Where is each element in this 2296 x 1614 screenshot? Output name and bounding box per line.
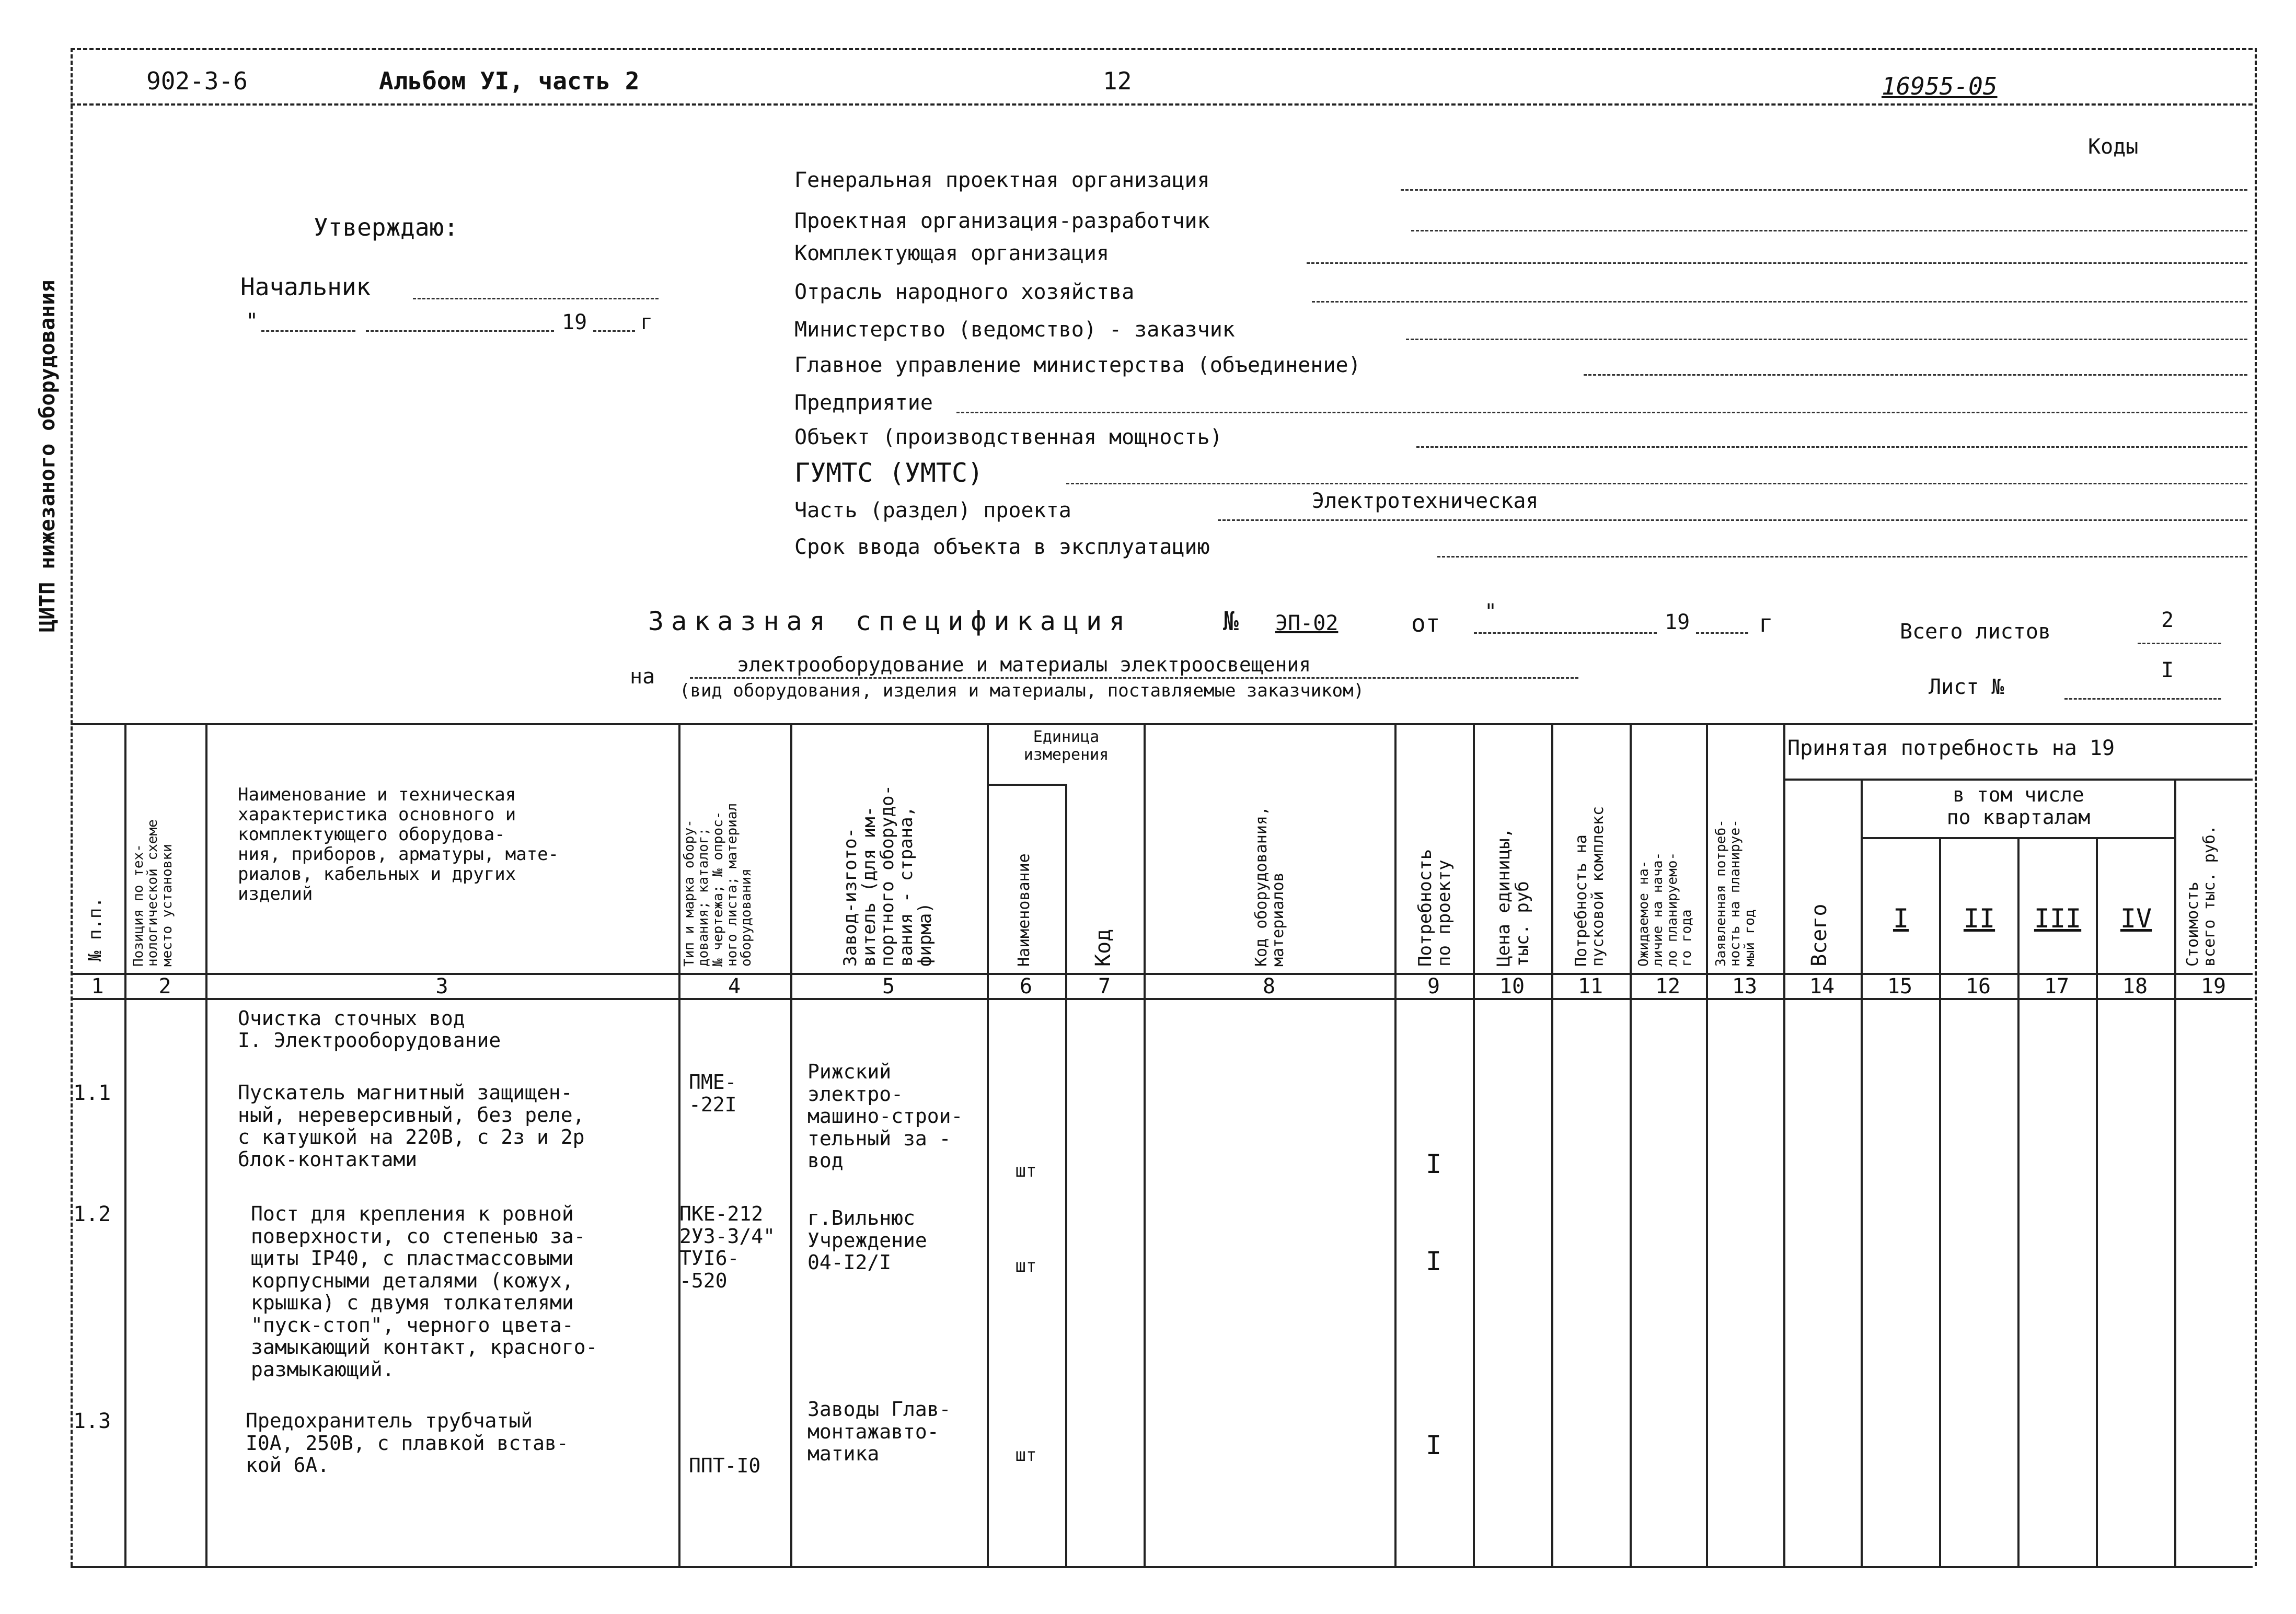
col-number: 14 (1809, 974, 1835, 998)
org-field-line (1307, 262, 2247, 264)
album-label: Альбом УI, часть 2 (379, 67, 640, 95)
col-number: 8 (1262, 974, 1276, 998)
col-header-num: № п.п. (85, 897, 106, 961)
row-description: Пост для крепления к ровной поверхности, со степенью за- щиты IР40, с пластмассовыми корпусными деталями (кожух, крышка) с двумя толкателями "пуск-стоп", черного цвета- замыкающий контакт, красного- размыкающий. (251, 1202, 598, 1381)
day-line (261, 330, 355, 332)
spec-subject: электрооборудование и материалы электроосвещения (737, 653, 1311, 676)
section-subtitle: I. Электрооборудование (238, 1029, 501, 1052)
col-header-q1: I (1893, 903, 1909, 934)
col-number: 7 (1098, 974, 1111, 998)
total-sheets-line (2138, 643, 2221, 644)
col-header-maker: Завод-изгото- витель (для им- портного оборудо- вания - страна, фирма) (840, 785, 936, 967)
col-line (2017, 837, 2020, 1566)
col-number: 18 (2122, 974, 2148, 998)
spec-date-quote: " (1484, 600, 1497, 624)
project-code: 902-3-6 (146, 67, 248, 95)
col-header-quarters-group: в том числе по кварталам (1946, 783, 2091, 829)
spec-number: ЭП-02 (1275, 611, 1339, 635)
col-header-q2: II (1963, 903, 1995, 934)
col-number: 17 (2044, 974, 2070, 998)
row-number: 1.2 (73, 1202, 111, 1226)
spec-subject-line (690, 677, 1578, 679)
col-line (205, 723, 207, 1566)
col-number: 6 (1019, 974, 1033, 998)
row-type: ПКЕ-212 2УЗ-3/4" ТУI6- -520 (679, 1202, 776, 1292)
total-sheets-label: Всего листов (1900, 620, 2051, 644)
col-number: 2 (158, 974, 171, 998)
col-number: 13 (1732, 974, 1758, 998)
row-number: 1.1 (73, 1081, 111, 1105)
col-line (1861, 779, 1863, 1566)
col-line (2174, 779, 2176, 1566)
chief-name-line (413, 298, 659, 299)
accepted-group-line (1783, 779, 2253, 781)
org-field-label: Отрасль народного хозяйства (794, 280, 1135, 304)
org-field-line (1416, 446, 2247, 448)
org-field-line (1401, 189, 2247, 191)
side-stamp: ЦИТП нижезаного оборудования (36, 280, 60, 632)
row-quantity: I (1425, 1246, 1442, 1276)
col-line (1783, 723, 1785, 1566)
org-field-label: Генеральная проектная организация (794, 168, 1210, 192)
col-header-unit-group: Единица измерения (1023, 728, 1109, 764)
org-field-line (1437, 556, 2247, 558)
row-number: 1.3 (73, 1409, 111, 1433)
org-field-label: Срок ввода объекта в эксплуатацию (794, 535, 1210, 559)
row-unit: шт (1015, 1160, 1037, 1181)
col-number: 19 (2200, 974, 2226, 998)
sheet-value: I (2161, 658, 2174, 682)
col-header-cost: Стоимость всего тыс. руб. (2184, 825, 2219, 967)
col-number: 16 (1965, 974, 1991, 998)
approval-chief: Начальник (240, 273, 371, 301)
col-header-declared: Заявленная потреб- ность на планируе- мый год (1713, 819, 1758, 967)
col-header-expected: Ожидаемое на- личие на нача- ло планируемо- го года (1636, 852, 1694, 967)
section-title: Очистка сточных вод (238, 1007, 465, 1030)
col-line (1551, 723, 1553, 1566)
col-header-name: Наименование и техническая характеристика основного и комплектующего оборудова- ния, приборов, арматуры, мате- риалов, кабельных и других изделий (238, 784, 559, 905)
col-header-accepted-group: Принятая потребность на 19 (1787, 736, 2115, 760)
spec-from-label: от (1411, 609, 1440, 637)
row-quantity: I (1425, 1149, 1442, 1179)
spec-number-label: № (1223, 606, 1239, 636)
org-field-label: Министерство (ведомство) - заказчик (794, 318, 1235, 342)
org-field-label: Объект (производственная мощность) (794, 425, 1222, 449)
table-top-line (71, 723, 2253, 725)
col-line (987, 723, 989, 1566)
col-header-q4: IV (2120, 903, 2152, 934)
col-line (1144, 723, 1146, 1566)
frame-top (71, 48, 2253, 50)
header-divider (71, 103, 2253, 106)
col-number: 15 (1887, 974, 1913, 998)
row-unit: шт (1015, 1256, 1037, 1276)
col-header-unit-name: Наименование (1015, 853, 1033, 967)
org-field-line (1312, 301, 2247, 303)
col-header-position: Позиция по тех- нологической схеме место установки (131, 819, 175, 967)
row-maker: г.Вильнюс Учреждение 04-I2/I (807, 1206, 927, 1274)
col-header-total: Всего (1807, 903, 1831, 967)
approval-title: Утверждаю: (314, 213, 458, 241)
col-number: 11 (1577, 974, 1603, 998)
org-field-line (1066, 483, 2247, 484)
row-description: Предохранитель трубчатый I0А, 250В, с плавкой встав- кой 6А. (246, 1409, 569, 1477)
col-number: 9 (1427, 974, 1440, 998)
approval-year-prefix: 19 (562, 310, 587, 334)
col-line (790, 723, 792, 1566)
total-sheets-value: 2 (2161, 608, 2174, 632)
org-field-label: Предприятие (794, 391, 933, 415)
org-field-line (956, 412, 2247, 413)
sheet-line (2064, 698, 2221, 700)
row-maker: Рижский электро- машино-строи- тельный за - вод (807, 1060, 963, 1172)
spec-date-line (1474, 632, 1657, 634)
col-line (1939, 837, 1941, 1566)
row-type: ППТ-I0 (689, 1454, 761, 1477)
col-line (678, 723, 680, 1566)
org-field-line (1218, 519, 2247, 521)
spec-year-suffix: г (1759, 609, 1773, 637)
col-line (1630, 723, 1632, 1566)
table-bottom-line (71, 1566, 2253, 1568)
col-number: 1 (91, 974, 104, 998)
spec-year-line (1696, 632, 1748, 634)
col-header-start-demand: Потребность на пусковой комплекс (1572, 806, 1607, 967)
row-maker: Заводы Глав- монтажавто- матика (807, 1398, 951, 1466)
spec-year: 19 (1665, 610, 1690, 634)
org-field-line (1411, 230, 2247, 231)
spec-title: Заказная спецификация (648, 606, 1133, 636)
approval-date-quote: " (246, 309, 259, 333)
sheet-label: Лист № (1929, 675, 2004, 699)
spec-on-label: на (630, 665, 655, 689)
col-line (1706, 723, 1708, 1566)
col-line (124, 723, 126, 1566)
row-type: ПМЕ- -22I (689, 1071, 737, 1116)
org-field-label: Часть (раздел) проекта (794, 498, 1071, 522)
row-description: Пускатель магнитный защищен- ный, нереверсивный, без реле, с катушкой на 220В, с 2з и 2р блок-контактами (238, 1081, 585, 1171)
codes-label: Коды (2088, 135, 2139, 159)
project-part-value: Электротехническая (1312, 489, 1539, 513)
org-field-label: Проектная организация-разработчик (794, 209, 1210, 233)
col-number: 12 (1655, 974, 1681, 998)
row-quantity: I (1425, 1430, 1442, 1460)
org-field-label: Комплектующая организация (794, 241, 1110, 265)
spec-subject-note: (вид оборудования, изделия и материалы, поставляемые заказчиком) (679, 680, 1365, 701)
col-header-price: Цена единицы, тыс. руб (1493, 827, 1533, 967)
month-line (366, 330, 554, 332)
col-number: 4 (728, 974, 741, 998)
approval-year-suffix: г (640, 310, 653, 334)
col-line (1473, 723, 1475, 1566)
unit-group-line (987, 784, 1065, 786)
org-field-line (1584, 374, 2247, 376)
col-header-equipment-code: Код оборудования, материалов (1252, 806, 1287, 967)
page-number: 12 (1103, 67, 1132, 95)
col-number: 10 (1499, 974, 1525, 998)
col-line (1065, 784, 1067, 1566)
doc-number: 16955-05 (1882, 72, 1998, 100)
org-field-label: Главное управление министерства (объединение) (794, 353, 1361, 377)
col-header-unit-code: Код (1091, 928, 1115, 967)
year-line (593, 330, 635, 332)
col-line (2096, 837, 2098, 1566)
org-field-line (1406, 339, 2247, 340)
col-number: 5 (882, 974, 895, 998)
org-field-label: ГУМТС (УМТС) (794, 458, 984, 488)
col-header-type: Тип и марка обору- дования; каталог; № чертежа; № опрос- ного листа; материал оборудования (682, 803, 755, 967)
col-header-q3: III (2034, 903, 2082, 934)
col-header-demand: Потребность по проекту (1415, 849, 1455, 967)
row-unit: шт (1015, 1445, 1037, 1466)
col-number: 3 (435, 974, 448, 998)
